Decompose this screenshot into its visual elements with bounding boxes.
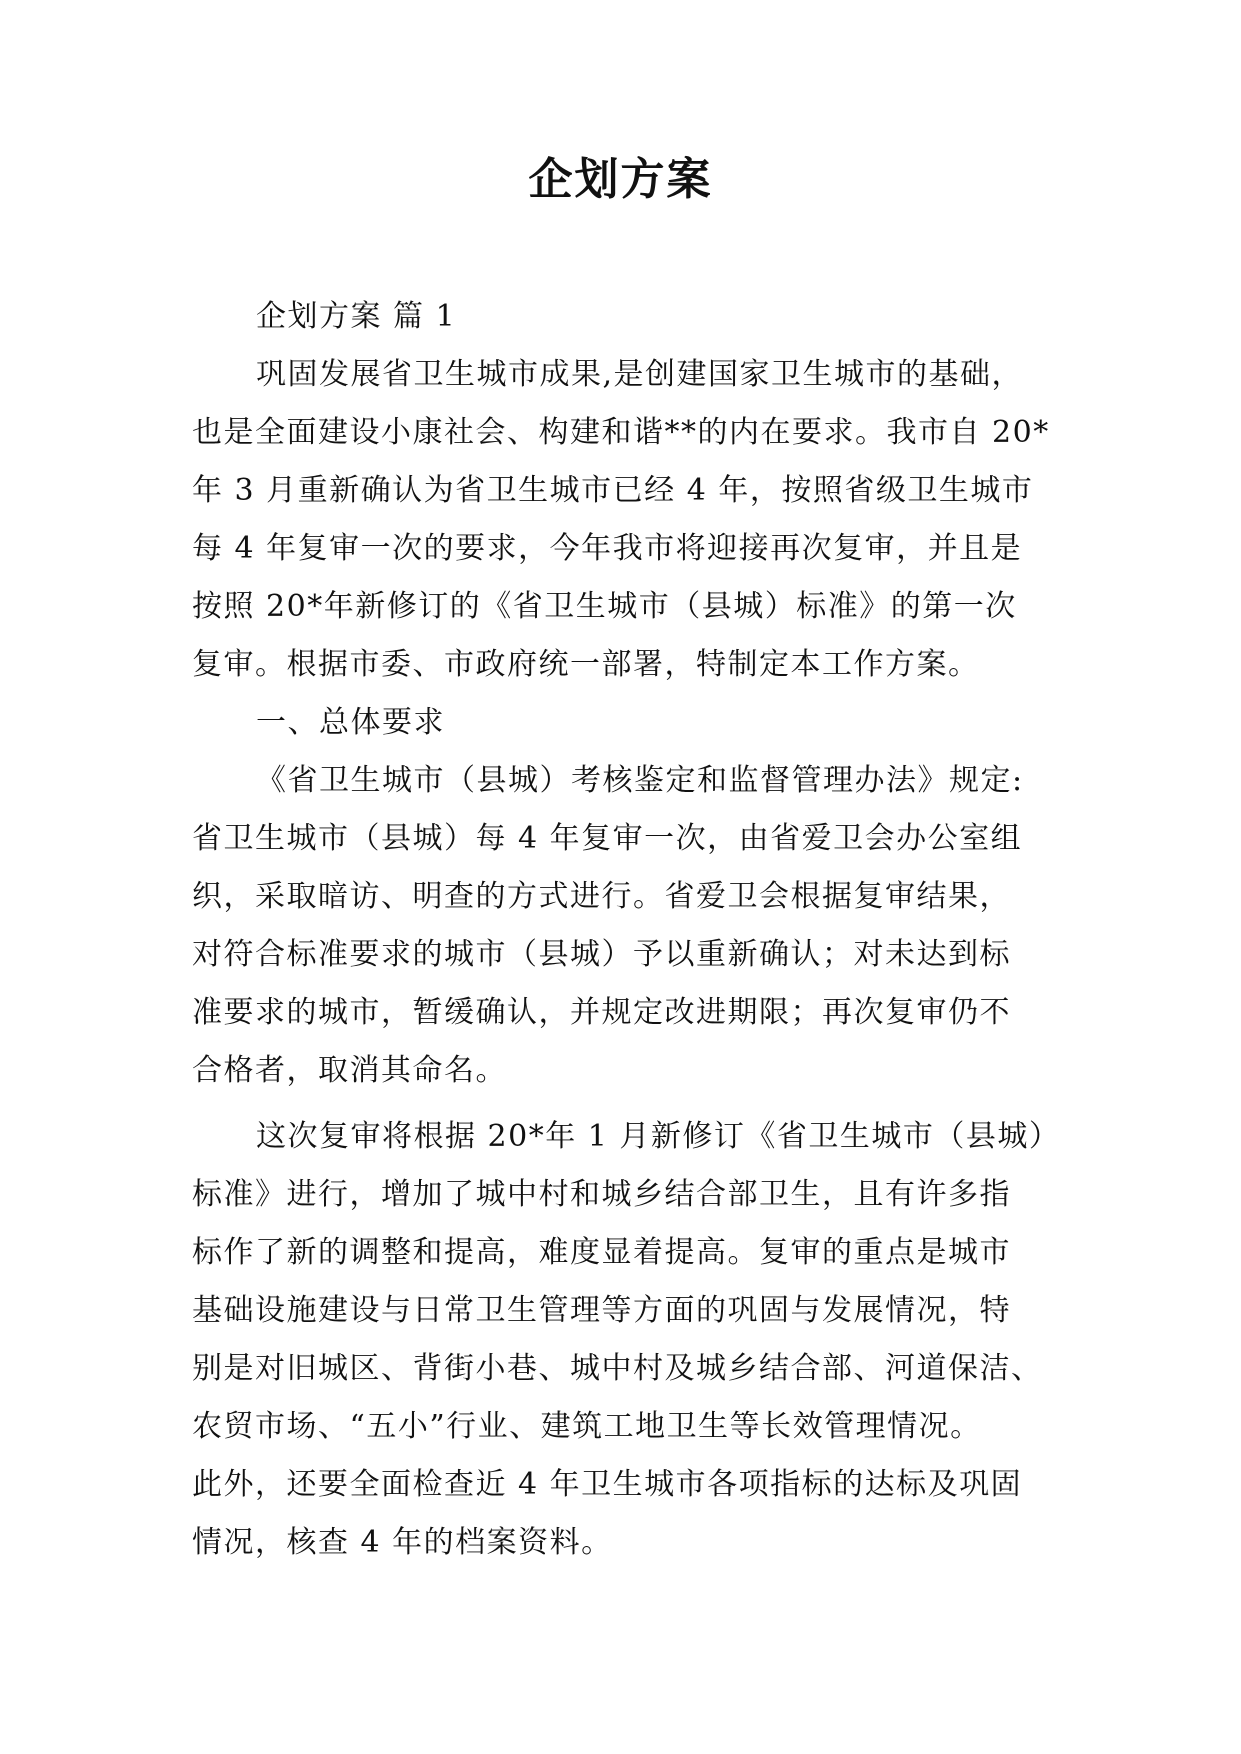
paragraph-line: 准要求的城市，暂缓确认，并规定改进期限；再次复审仍不 xyxy=(192,995,1011,1030)
paragraph-line: 巩固发展省卫生城市成果,是创建国家卫生城市的基础， xyxy=(256,357,1024,392)
paragraph-line: 每 4 年复审一次的要求，今年我市将迎接再次复审，并且是 xyxy=(192,531,1023,566)
document-title: 企划方案 xyxy=(528,154,713,205)
paragraph-line: 此外，还要全面检查近 4 年卫生城市各项指标的达标及巩固 xyxy=(192,1467,1023,1502)
paragraph-line: 情况，核查 4 年的档案资料。 xyxy=(192,1525,613,1560)
paragraph-line: 省卫生城市（县城）每 4 年复审一次，由省爱卫会办公室组 xyxy=(192,821,1023,856)
paragraph-line: 这次复审将根据 20*年 1 月新修订《省卫生城市（县城） xyxy=(256,1119,1061,1154)
section-heading-part-1: 企划方案 篇 1 xyxy=(256,299,457,334)
paragraph-line: 基础设施建设与日常卫生管理等方面的巩固与发展情况，特 xyxy=(192,1293,1011,1328)
paragraph-line: 年 3 月重新确认为省卫生城市已经 4 年，按照省级卫生城市 xyxy=(192,473,1034,508)
paragraph-line: 标作了新的调整和提高，难度显着提高。复审的重点是城市 xyxy=(192,1235,1011,1270)
paragraph-line: 织，采取暗访、明查的方式进行。省爱卫会根据复审结果， xyxy=(192,879,1011,914)
paragraph-line: 标准》进行，增加了城中村和城乡结合部卫生，且有许多指 xyxy=(192,1177,1011,1212)
section-heading-general-requirements: 一、总体要求 xyxy=(256,705,445,740)
paragraph-line: 也是全面建设小康社会、构建和谐**的内在要求。我市自 20* xyxy=(192,415,1050,450)
paragraph-line: 《省卫生城市（县城）考核鉴定和监督管理办法》规定: xyxy=(256,763,1024,798)
paragraph-line: 别是对旧城区、背街小巷、城中村及城乡结合部、河道保洁、 xyxy=(192,1351,1043,1386)
paragraph-line: 对符合标准要求的城市（县城）予以重新确认；对未达到标 xyxy=(192,937,1011,972)
paragraph-line: 按照 20*年新修订的《省卫生城市（县城）标准》的第一次 xyxy=(192,589,1017,624)
paragraph-line: 合格者，取消其命名。 xyxy=(192,1053,507,1088)
paragraph-line: 农贸市场、“五小”行业、建筑工地卫生等长效管理情况。 xyxy=(192,1409,982,1444)
paragraph-line: 复审。根据市委、市政府统一部署，特制定本工作方案。 xyxy=(192,647,980,682)
document-body xyxy=(192,288,1061,1572)
